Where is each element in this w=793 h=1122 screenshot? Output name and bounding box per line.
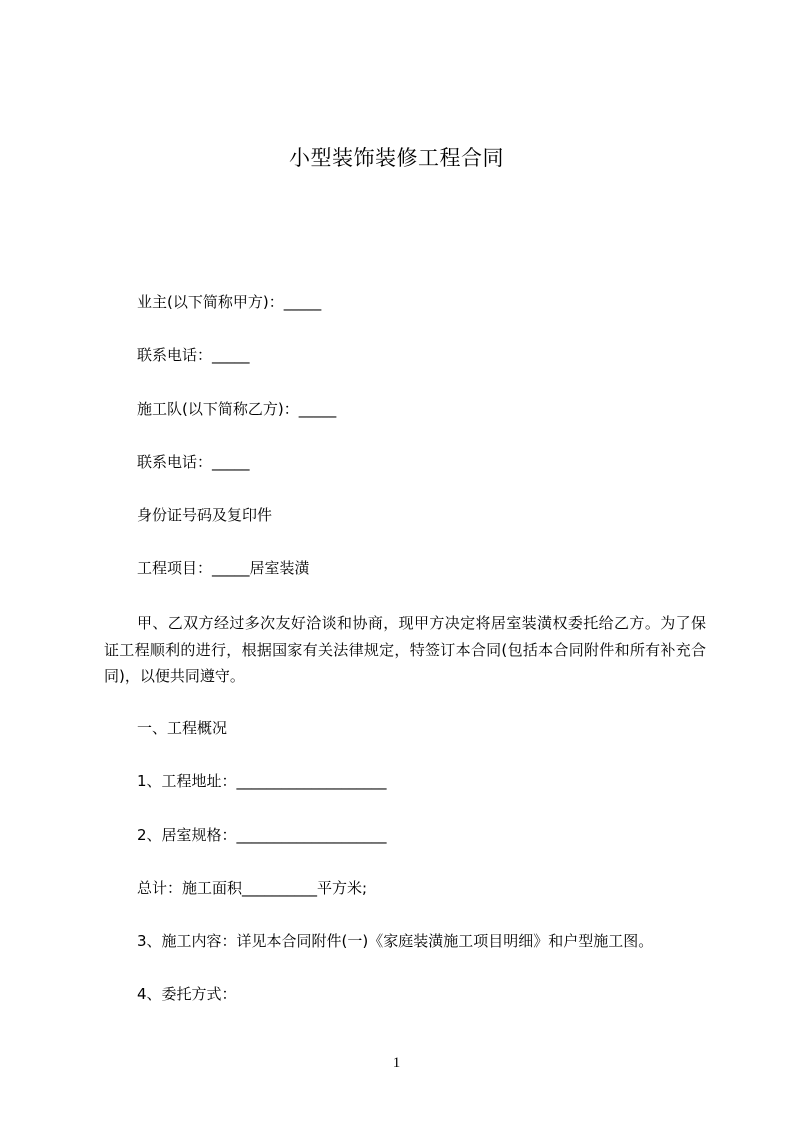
item-4-method: 4、委托方式： [137,985,237,1003]
section-1-heading: 一、工程概况 [137,719,228,737]
party-b-team-line: 施工队(以下简称乙方)：_____ [137,400,337,418]
party-b-phone-line: 联系电话：_____ [137,453,250,471]
total-area-line: 总计：施工面积__________平方米; [137,879,368,897]
party-a-owner-line: 业主(以下简称甲方)：_____ [137,293,322,311]
document-title: 小型装饰装修工程合同 [289,146,504,170]
item-1-address: 1、工程地址：____________________ [137,772,387,790]
id-card-line: 身份证号码及复印件 [137,506,273,524]
item-2-size: 2、居室规格：____________________ [137,826,387,844]
page-number: 1 [392,1055,401,1071]
party-a-phone-line: 联系电话：_____ [137,346,250,364]
item-3-content: 3、施工内容：详见本合同附件(一)《家庭装潢施工项目明细》和户型施工图。 [137,932,654,950]
project-item-line: 工程项目：_____居室装潢 [137,559,310,577]
intro-paragraph: 甲、乙双方经过多次友好洽谈和协商，现甲方决定将居室装潢权委托给乙方。为了保证工程顺利的进行，根据国家有关法律规定，特签订本合同(包括本合同附件和所有补充合同)，以便共同遵守。 [104,614,706,685]
